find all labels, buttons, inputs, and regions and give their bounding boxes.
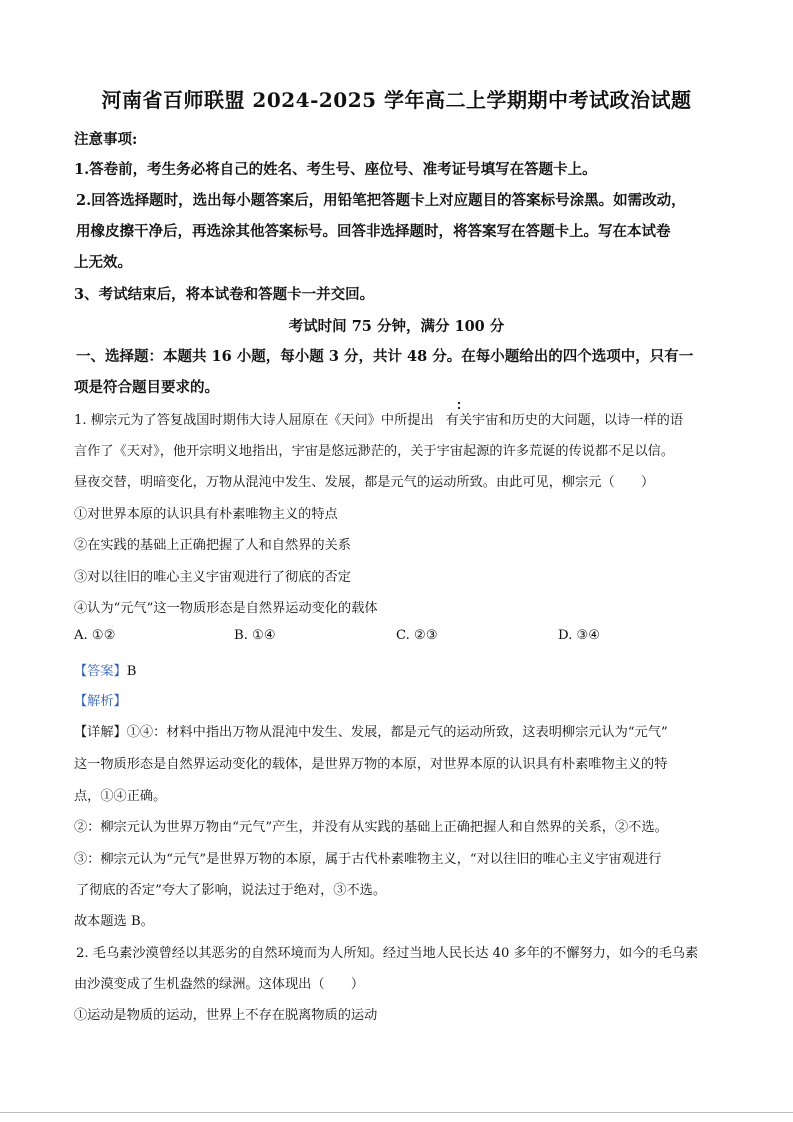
notice-line-2a: 2.回答选择题时，选出每小题答案后，用铅笔把答题卡上对应题目的答案标号涂黑。如需改动， <box>76 192 686 209</box>
q1-detail-line-6: 了彻底的否定”夸大了影响，说法过于绝对，③不选。 <box>76 883 387 898</box>
q1-statement-3: ③对以往旧的唯心主义宇宙观进行了彻底的否定 <box>74 570 351 585</box>
q1-statement-1: ①对世界本原的认识具有朴素唯物主义的特点 <box>74 507 338 522</box>
q2-stem-line-1: 2. 毛乌素沙漠曾经以其恶劣的自然环境而为人所知。经过当地人民长达 40 多年的不懈努力，如今的毛乌素 <box>76 946 699 961</box>
section-1-heading: 一、选择题：本题共 16 小题，每小题 3 分，共计 48 分。在每小题给出的四个选项中，只有一 <box>76 348 694 365</box>
footnote-mark-icon <box>455 401 463 412</box>
q1-stem-line-1: 1. 柳宗元为了答复战国时期伟大诗人屈原在《天问》中所提出 有关宇宙和历史的大问题，以诗一样的语 <box>74 413 684 428</box>
q1-statement-2: ②在实践的基础上正确把握了人和自然界的关系 <box>74 538 351 553</box>
q1-detail-line-3: 点，①④正确。 <box>74 789 167 804</box>
answer-tag: 【答案】 <box>74 664 127 679</box>
q1-answer <box>74 660 136 679</box>
q1-statement-4: ④认为“元气”这一物质形态是自然界运动变化的载体 <box>74 601 378 616</box>
notice-line-3: 3、考试结束后，将本试卷和答题卡一并交回。 <box>74 286 375 303</box>
q1-conclusion: 故本题选 B。 <box>74 914 154 929</box>
q1-detail-line-5: ③：柳宗元认为“元气”是世界万物的本原，属于古代朴素唯物主义，“对以往旧的唯心主义宇宙观进行 <box>74 852 662 867</box>
q2-statement-1: ①运动是物质的运动，世界上不存在脱离物质的运动 <box>74 1008 378 1023</box>
notice-line-2b: 用橡皮擦干净后，再选涂其他答案标号。回答非选择题时，将答案写在答题卡上。写在本试卷 <box>76 223 671 240</box>
detail-tag: 【详解】 <box>74 725 127 740</box>
q1-option-a: A. ①② <box>74 628 116 643</box>
q1-stem-line-3: 昼夜交替，明暗变化，万物从混沌中发生、发展，都是元气的运动所致。由此可见，柳宗元（ ） <box>74 475 655 490</box>
exam-time: 考试时间 75 分钟，满分 100 分 <box>288 318 505 335</box>
notice-line-2c: 上无效。 <box>74 254 132 271</box>
page-title: 河南省百师联盟 2024-2025 学年高二上学期期中考试政治试题 <box>101 88 692 112</box>
q1-detail-line-4: ②：柳宗元认为世界万物由“元气”产生，并没有从实践的基础上正确把握人和自然界的关系，②不选。 <box>74 820 668 835</box>
q1-option-c: C. ②③ <box>396 628 438 643</box>
q1-option-d: D. ③④ <box>558 628 601 643</box>
q1-stem-line-2: 言作了《天对》，他开宗明义地指出，宇宙是悠远渺茫的，关于宇宙起源的许多荒诞的传说都不足以信。 <box>74 444 675 459</box>
q2-stem-line-2: 由沙漠变成了生机盎然的绿洲。这体现出（ ） <box>74 977 365 992</box>
q1-detail-line-1: 【详解】①④：材料中指出万物从混沌中发生、发展，都是元气的运动所致，这表明柳宗元认为“元气” <box>74 725 668 740</box>
q1-option-b: B. ①④ <box>234 628 276 643</box>
section-1-heading-cont: 项是符合题目要求的。 <box>74 379 219 396</box>
analysis-tag: 【解析】 <box>74 694 127 709</box>
notice-line-1: 1.答卷前，考生务必将自己的姓名、考生号、座位号、准考证号填写在答题卡上。 <box>74 161 597 178</box>
q1-detail-line-2: 这一物质形态是自然界运动变化的载体，是世界万物的本原，对世界本原的认识具有朴素唯物主义的特 <box>74 757 668 772</box>
notice-heading: 注意事项: <box>74 131 138 148</box>
answer-value: B <box>126 664 137 679</box>
page-bottom-divider <box>0 1112 793 1113</box>
